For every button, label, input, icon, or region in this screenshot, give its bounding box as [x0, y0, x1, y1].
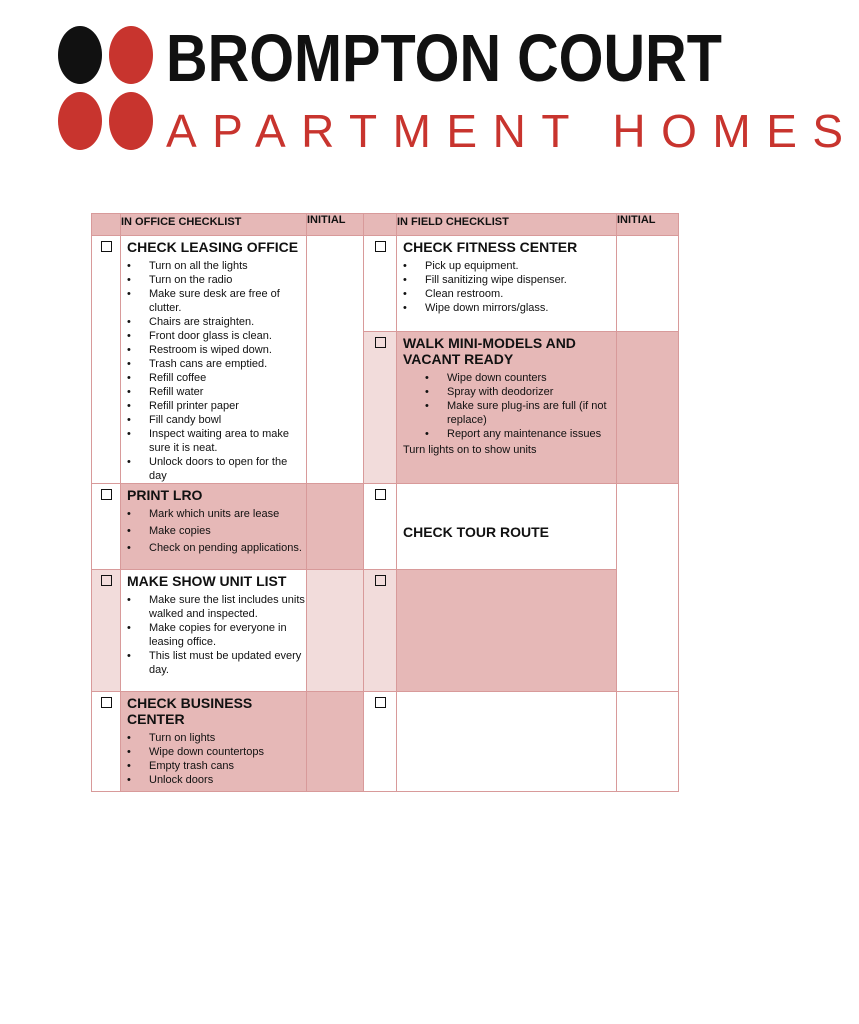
lro-initial-cell[interactable] [307, 484, 364, 570]
list-item: • Empty trash cans [149, 759, 306, 773]
list-item: • Unlock doors [149, 773, 306, 787]
table-row [92, 570, 679, 692]
field-initial-header: INITIAL [617, 214, 679, 236]
checkbox-cell [364, 332, 397, 484]
logo-dot-black [58, 26, 102, 84]
lro-list [121, 507, 306, 555]
in-office-header: IN OFFICE CHECKLIST [121, 214, 307, 236]
business-cell [121, 692, 307, 792]
list-item: • Refill coffee [149, 371, 306, 385]
list-item: • Trash cans are emptied. [149, 357, 306, 371]
list-item: • Turn on all the lights [149, 259, 306, 273]
brompton-court-logo [58, 21, 859, 157]
empty-checkbox[interactable] [375, 575, 386, 586]
checkbox-cell [364, 692, 397, 792]
leasing-title: CHECK LEASING OFFICE [127, 239, 299, 255]
office-initial-header: INITIAL [307, 214, 364, 236]
logo-dot-red [109, 92, 153, 150]
tour-title: CHECK TOUR ROUTE [403, 524, 549, 540]
list-item: • Front door glass is clean. [149, 329, 306, 343]
checklist-table [91, 213, 679, 792]
business-initial-cell[interactable] [307, 692, 364, 792]
fitness-initial-cell[interactable] [617, 236, 679, 332]
list-item: • Refill water [149, 385, 306, 399]
list-item: • Report any maintenance issues [447, 427, 616, 441]
models-title: WALK MINI-MODELS AND VACANT READY [403, 335, 576, 367]
checkbox-cell [364, 236, 397, 332]
list-item: • Wipe down counters [447, 371, 616, 385]
header-box-cell [364, 214, 397, 236]
list-item: • Chairs are straighten. [149, 315, 306, 329]
empty-initial-cell[interactable] [617, 692, 679, 792]
list-item: • Check on pending applications. [149, 541, 306, 555]
logo-line-1: BROMPTON COURT [166, 21, 722, 96]
showunit-title: MAKE SHOW UNIT LIST [127, 573, 287, 589]
list-item: • Inspect waiting area to make sure it is neat. [149, 427, 306, 455]
table-row [92, 692, 679, 792]
list-item: • Mark which units are lease [149, 507, 306, 521]
table-row [92, 484, 679, 570]
showunit-initial-cell[interactable] [307, 570, 364, 692]
list-item: • Spray with deodorizer [447, 385, 616, 399]
leasing-cell [121, 236, 307, 484]
in-field-header: IN FIELD CHECKLIST [397, 214, 617, 236]
list-item: • Make copies [149, 524, 306, 538]
list-item: • Fill sanitizing wipe dispenser. [425, 273, 616, 287]
models-cell [397, 332, 617, 484]
list-item: • Clean restroom. [425, 287, 616, 301]
checkbox-cell [92, 236, 121, 484]
fitness-title: CHECK FITNESS CENTER [403, 239, 578, 255]
list-item: • This list must be updated every day. [149, 649, 306, 677]
checkbox-cell [364, 570, 397, 692]
list-item: • Make sure plug-ins are full (if not replace) [447, 399, 616, 427]
showunit-checkbox[interactable] [101, 575, 112, 586]
models-checkbox[interactable] [375, 337, 386, 348]
business-title: CHECK BUSINESS CENTER [127, 695, 253, 727]
models-initial-cell[interactable] [617, 332, 679, 484]
lro-checkbox[interactable] [101, 489, 112, 500]
lro-cell [121, 484, 307, 570]
models-note: Turn lights on to show units [403, 444, 537, 456]
tour-checkbox[interactable] [375, 489, 386, 500]
list-item: • Unlock doors to open for the day [149, 455, 306, 483]
empty-checkbox[interactable] [375, 697, 386, 708]
business-list [121, 731, 306, 787]
leasing-checkbox[interactable] [101, 241, 112, 252]
list-item: • Fill candy bowl [149, 413, 306, 427]
leasing-initial-cell[interactable] [307, 236, 364, 484]
checkbox-cell [364, 484, 397, 570]
empty-field-cell [397, 570, 617, 692]
list-item: • Make sure the list includes units walked and inspected. [149, 593, 306, 621]
checkbox-cell [92, 692, 121, 792]
list-item: • Make sure desk are free of clutter. [149, 287, 306, 315]
list-item: • Pick up equipment. [425, 259, 616, 273]
logo-line-2: APARTMENT HOMES [166, 105, 859, 157]
business-checkbox[interactable] [101, 697, 112, 708]
fitness-list [397, 259, 616, 315]
logo-dot-red [109, 26, 153, 84]
list-item: • Turn on lights [149, 731, 306, 745]
logo-dot-red [58, 92, 102, 150]
empty-field-cell [397, 692, 617, 792]
lro-title: PRINT LRO [127, 487, 203, 503]
checkbox-cell [92, 570, 121, 692]
fitness-checkbox[interactable] [375, 241, 386, 252]
tour-initial-cell[interactable] [617, 484, 679, 692]
fitness-cell [397, 236, 617, 332]
list-item: • Turn on the radio [149, 273, 306, 287]
checkbox-cell [92, 484, 121, 570]
header-row [92, 214, 679, 236]
tour-cell [397, 484, 617, 570]
list-item: • Make copies for everyone in leasing office. [149, 621, 306, 649]
showunit-cell [121, 570, 307, 692]
list-item: • Wipe down mirrors/glass. [425, 301, 616, 315]
leasing-list [121, 259, 306, 483]
showunit-list [121, 593, 306, 677]
models-list [397, 371, 616, 441]
header-box-cell [92, 214, 121, 236]
list-item: • Wipe down countertops [149, 745, 306, 759]
table-row [92, 236, 679, 332]
list-item: • Refill printer paper [149, 399, 306, 413]
list-item: • Restroom is wiped down. [149, 343, 306, 357]
